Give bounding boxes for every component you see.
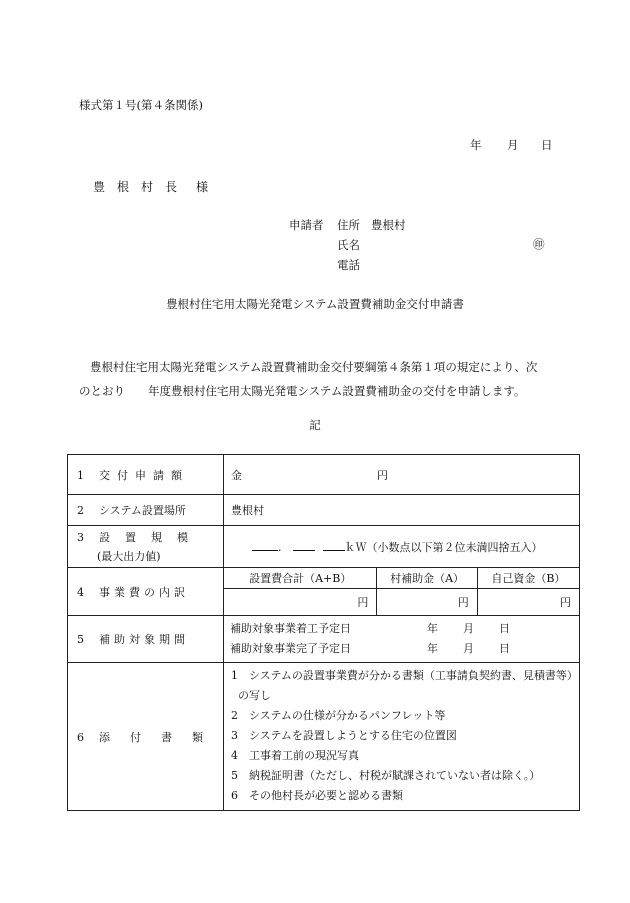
- start-date-line: [230, 619, 579, 639]
- attachment-item-1-cont: の写し: [238, 688, 271, 702]
- total-cost-yen: 円: [224, 589, 377, 616]
- label-cell: [68, 616, 224, 663]
- integer-blank[interactable]: [252, 538, 278, 551]
- label-cell: [68, 526, 224, 568]
- decimal-point: .: [278, 541, 282, 554]
- col-village-subsidy: 村補助金（A）: [377, 568, 477, 589]
- start-day: 日: [499, 622, 510, 635]
- row-label: 添付書類: [99, 730, 223, 744]
- row-label: 事業費の内訳: [99, 585, 189, 599]
- decimal-blank-2[interactable]: [323, 538, 345, 551]
- seal-mark: ㊞: [533, 237, 545, 251]
- application-body: [79, 355, 559, 403]
- row-label: 交付申請額: [99, 468, 189, 482]
- row-system-scale: [68, 526, 580, 568]
- end-date-line: [230, 639, 579, 659]
- attachment-item-5: 5 納税証明書（ただし、村税が賦課されていない者は除く。）: [231, 768, 541, 782]
- row-number: 6: [77, 730, 84, 744]
- row-label: システム設置場所: [99, 504, 186, 517]
- row-number: 3: [77, 530, 84, 544]
- attachment-item-6: 6 その他村長が必要と認める書類: [231, 788, 403, 802]
- phone-label: 電話: [337, 258, 360, 272]
- honorific: 様: [196, 180, 209, 194]
- row-installation-site: [68, 495, 580, 526]
- addressee: 豊 根 村 長: [93, 180, 178, 194]
- decimal-blank-1[interactable]: [293, 538, 315, 551]
- label-cell: [68, 455, 224, 495]
- end-month: 月: [463, 642, 474, 655]
- document-title: 豊根村住宅用太陽光発電システム設置費補助金交付申請書: [166, 297, 464, 311]
- address-label: 住所: [337, 218, 360, 232]
- amount-unit: 円: [377, 468, 388, 482]
- col-self-funds: 自己資金（B）: [477, 568, 579, 589]
- amount-prefix: 金: [231, 468, 242, 482]
- attachment-item-4: 4 工事着工前の現況写真: [231, 748, 359, 762]
- end-date-label: 補助対象事業完了予定日: [230, 642, 351, 655]
- self-funds-yen: 円: [477, 589, 579, 616]
- body-line-2: のとおり 年度豊根村住宅用太陽光発電システム設置費補助金の交付を申請します。: [79, 384, 526, 398]
- site-value: 豊根村: [224, 495, 580, 526]
- scale-unit-note: ｋＷ（小数点以下第２位未満四捨五入）: [344, 541, 543, 554]
- scale-cell: [224, 526, 580, 568]
- end-day: 日: [499, 642, 510, 655]
- row-number: 2: [77, 504, 84, 517]
- attachment-item-3: 3 システムを設置しようとする住宅の位置図: [231, 728, 457, 742]
- date-day: 日: [541, 138, 553, 152]
- col-total-cost: 設置費合計（A+B）: [224, 568, 377, 589]
- date-year: 年: [470, 138, 482, 152]
- attachment-item-2: 2 システムの仕様が分かるパンフレット等: [231, 708, 446, 722]
- label-cell: [68, 495, 224, 526]
- attachments-list: [224, 663, 580, 811]
- label-cell: [68, 568, 224, 616]
- form-number: 様式第１号(第４条関係): [79, 98, 203, 112]
- row-application-amount: [68, 455, 580, 495]
- start-date-label: 補助対象事業着工予定日: [230, 622, 351, 635]
- label-cell: [68, 663, 224, 811]
- period-cell: [224, 616, 580, 663]
- amount-cell: [224, 455, 580, 495]
- row-cost-breakdown: [68, 568, 580, 589]
- name-label: 氏名: [337, 238, 360, 252]
- row-subsidy-period: [68, 616, 580, 663]
- ki-heading: 記: [309, 418, 321, 432]
- attachment-item-1: 1 システムの設置事業費が分かる書類（工事請負契約書、見積書等）: [231, 668, 578, 682]
- start-year: 年: [427, 622, 438, 635]
- end-year: 年: [427, 642, 438, 655]
- date-month: 月: [507, 138, 519, 152]
- row-attachments: [68, 663, 580, 811]
- applicant-role: 申請者: [289, 218, 324, 232]
- row-number: 5: [77, 633, 84, 646]
- address-value: 豊根村: [371, 218, 406, 232]
- row-label: 設置規模: [99, 530, 203, 544]
- row-number: 4: [77, 585, 84, 599]
- application-table: [67, 454, 580, 811]
- start-month: 月: [463, 622, 474, 635]
- row-label: 補助対象期間: [99, 633, 189, 646]
- row-sublabel: (最大出力値): [97, 549, 161, 563]
- body-line-1: 豊根村住宅用太陽光発電システム設置費補助金交付要綱第４条第１項の規定により、次: [90, 360, 538, 374]
- village-subsidy-yen: 円: [377, 589, 477, 616]
- row-number: 1: [77, 468, 84, 482]
